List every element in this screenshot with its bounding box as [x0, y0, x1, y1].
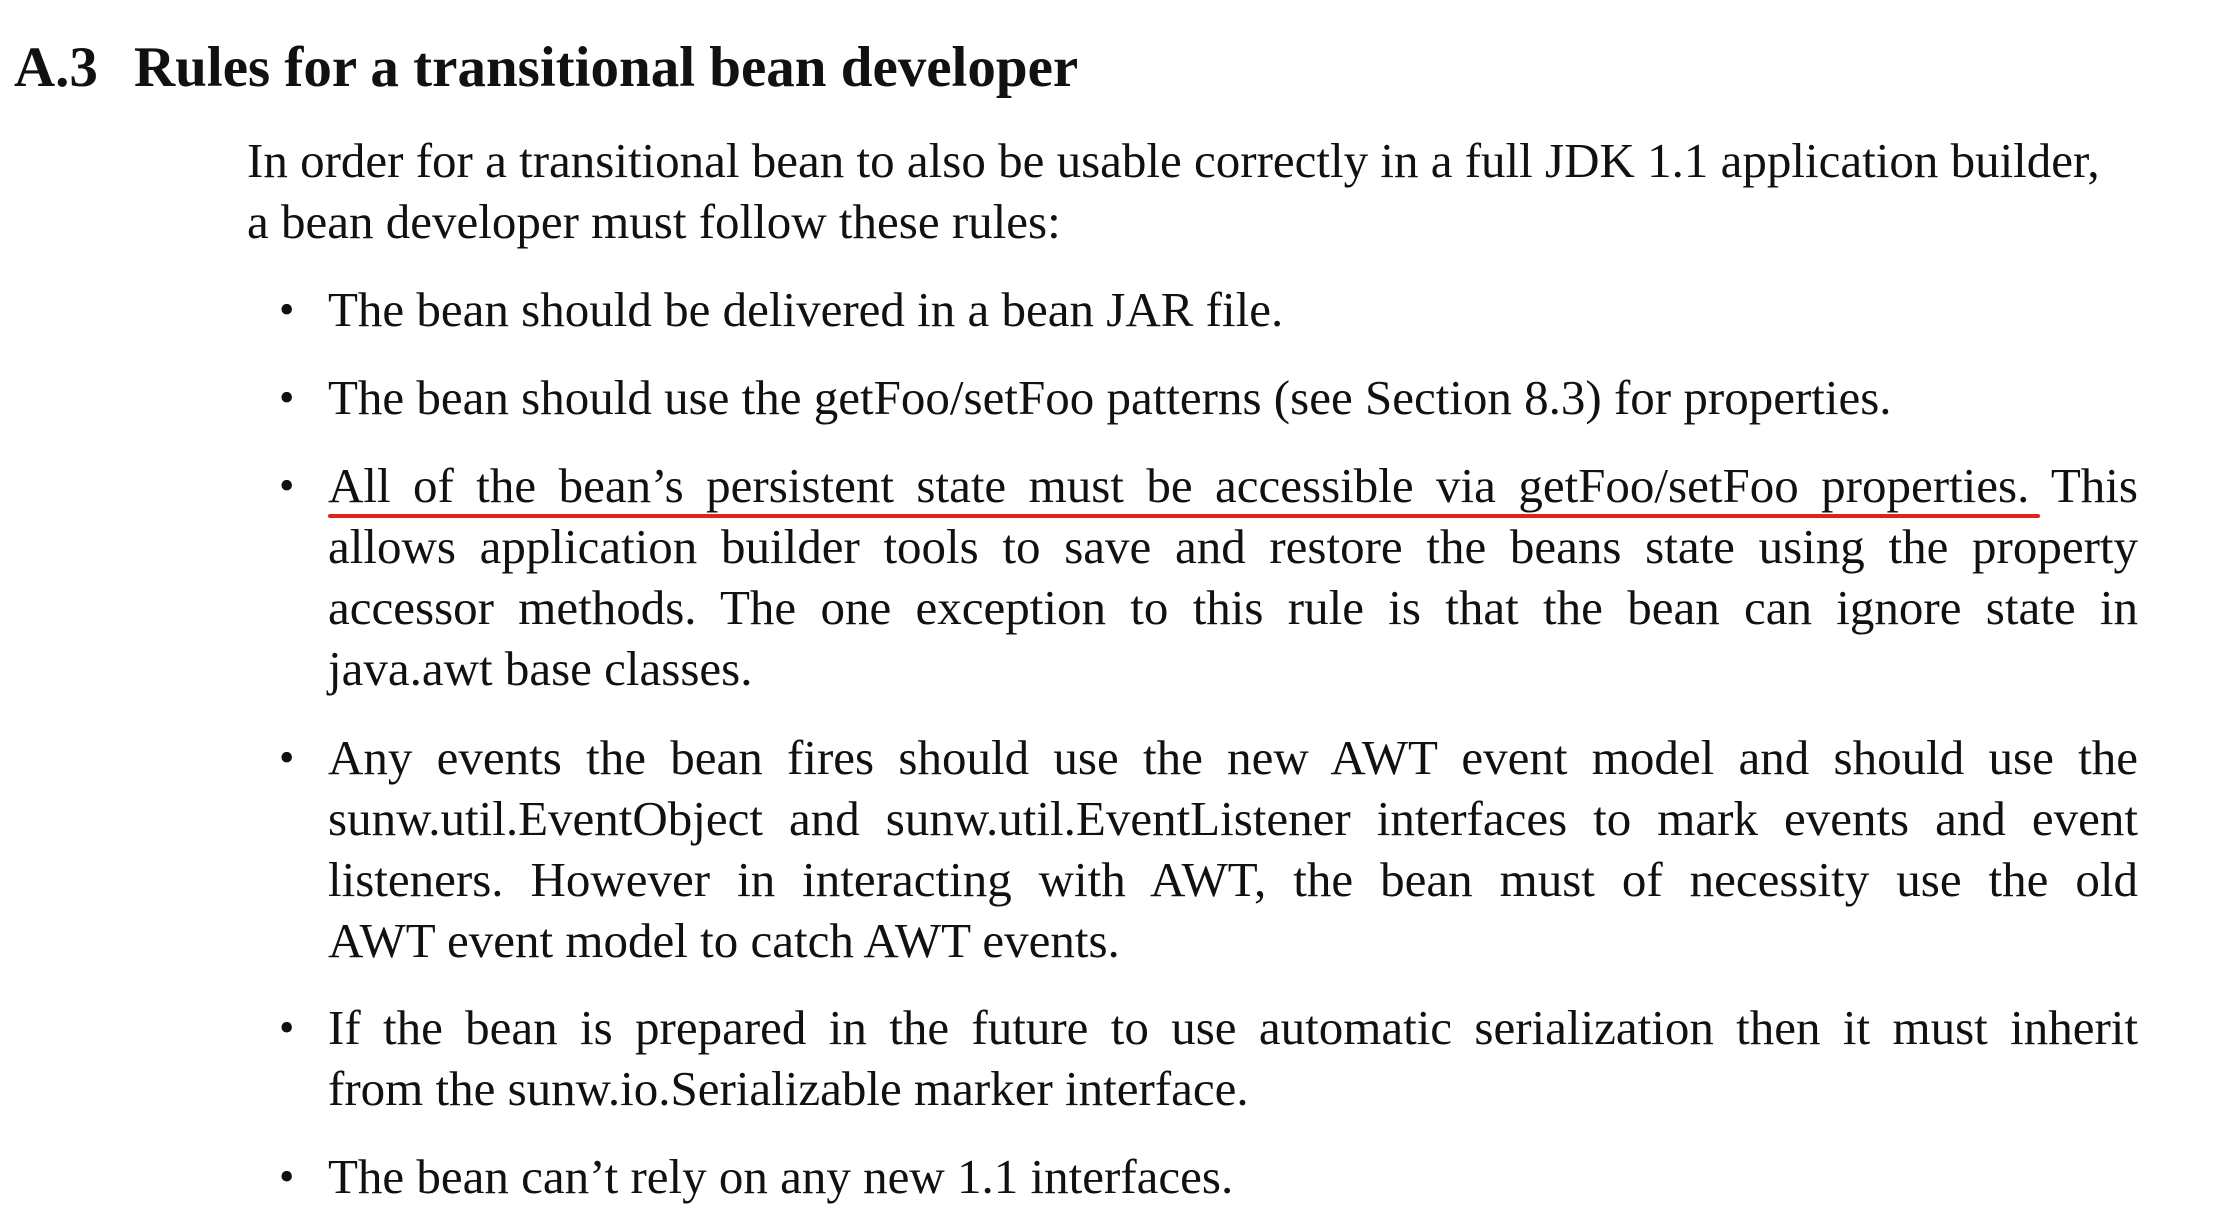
rule-line: All of the bean’s persistent state must be accessible via getFoo/setFoo properties. This: [328, 458, 2138, 513]
bullet-icon: •: [279, 285, 295, 334]
rule-line: The bean can’t rely on any new 1.1 interfaces.: [328, 1149, 1234, 1204]
intro-line: a bean developer must follow these rules:: [247, 194, 1061, 249]
rule-line: If the bean is prepared in the future to use automatic serialization then it must inherit: [328, 1000, 2138, 1055]
rule-line: Any events the bean fires should use the new AWT event model and should use the: [328, 730, 2138, 785]
rule-text: [328, 455, 2138, 699]
rule-line: The bean should be delivered in a bean JAR file.: [328, 282, 1284, 337]
bullet-icon: •: [279, 373, 295, 422]
red-underline-annotation: [328, 514, 2040, 518]
rule-line: The bean should use the getFoo/setFoo patterns (see Section 8.3) for properties.: [328, 370, 1892, 425]
rule-line: allows application builder tools to save and restore the beans state using the property: [328, 519, 2138, 574]
rule-text: [328, 1146, 2138, 1207]
section-title: Rules for a transitional bean developer: [134, 36, 1079, 99]
intro-paragraph: [247, 130, 2220, 252]
rule-line: from the sunw.io.Serializable marker interface.: [328, 1061, 1249, 1116]
rule-text: [328, 279, 2138, 340]
section-number: A.3: [14, 36, 98, 99]
rule-line: listeners. However in interacting with AWT, the bean must of necessity use the old: [328, 852, 2138, 907]
bullet-icon: •: [279, 733, 295, 782]
bullet-icon: •: [279, 1152, 295, 1201]
rule-line: java.awt base classes.: [328, 641, 753, 696]
rule-text: [328, 727, 2138, 971]
intro-line: In order for a transitional bean to also be usable correctly in a full JDK 1.1 application builder,: [247, 133, 2100, 188]
bullet-icon: •: [279, 1003, 295, 1052]
rule-text: [328, 997, 2138, 1119]
bullet-icon: •: [279, 461, 295, 510]
section-heading: [14, 33, 1078, 103]
rule-text: [328, 367, 2138, 428]
rule-line: AWT event model to catch AWT events.: [328, 913, 1120, 968]
rule-line: sunw.util.EventObject and sunw.util.EventListener interfaces to mark events and event: [328, 791, 2138, 846]
rule-line: accessor methods. The one exception to this rule is that the bean can ignore state in: [328, 580, 2138, 635]
